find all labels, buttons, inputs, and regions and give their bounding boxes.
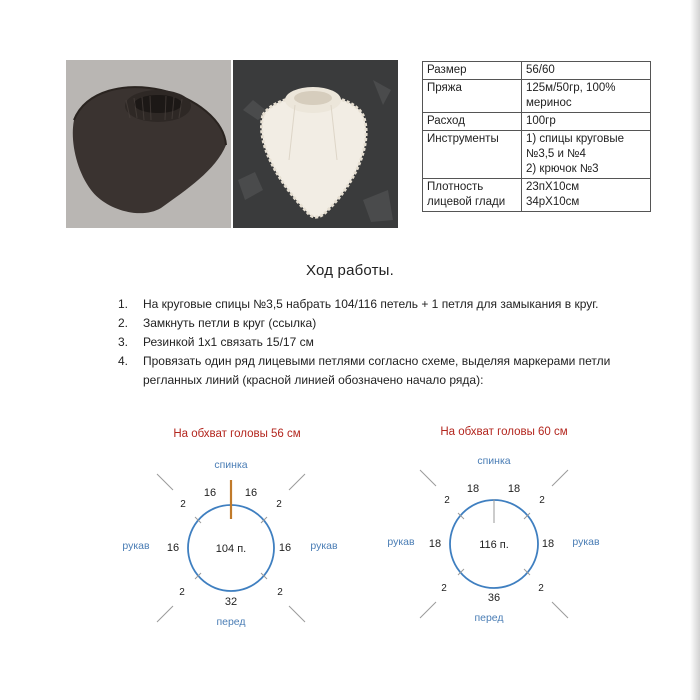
sleeve-left-count: 18 <box>428 538 442 550</box>
spec-key: Инструменты <box>423 131 522 179</box>
spec-key: Расход <box>423 113 522 131</box>
step-text: Замкнуть петли в круг (ссылка) <box>143 316 317 330</box>
raglan-count-bl: 2 <box>179 587 185 598</box>
raglan-count-br: 2 <box>277 587 283 598</box>
raglan-tick-tl <box>420 470 436 486</box>
raglan-tick-tr <box>552 470 568 486</box>
back-label: спинка <box>214 459 248 471</box>
spec-value: 100гр <box>522 113 651 131</box>
diagram-title: На обхват головы 56 см <box>173 428 301 440</box>
front-label: перед <box>216 616 246 628</box>
spec-key: Пряжа <box>423 80 522 113</box>
step-text: Резинкой 1х1 связать 15/17 см <box>143 335 314 349</box>
diagram-56cm <box>100 415 360 650</box>
spec-value: 56/60 <box>522 62 651 80</box>
page-edge-shadow <box>690 0 700 700</box>
table-row <box>423 179 651 212</box>
raglan-tick-tr <box>289 474 305 490</box>
sleeve-left-label: рукав <box>122 540 150 552</box>
diagram-title: На обхват головы 60 см <box>440 426 568 438</box>
sleeve-left-label: рукав <box>387 536 415 548</box>
step-number: 3. <box>118 335 129 349</box>
stitch-total: 104 п. <box>215 543 247 555</box>
table-row <box>423 113 651 131</box>
step-text: Провязать один ряд лицевыми петлями согласно схеме, выделяя маркерами петли <box>143 354 611 368</box>
back-left-count: 16 <box>203 487 217 499</box>
list-item <box>118 295 678 314</box>
raglan-tick-br <box>552 602 568 618</box>
raglan-count-tr: 2 <box>539 495 545 506</box>
spec-value: 23пХ10см 34рХ10см <box>522 179 651 212</box>
list-item <box>118 371 678 390</box>
table-row <box>423 131 651 179</box>
front-count: 36 <box>487 592 501 604</box>
sleeve-right-count: 16 <box>278 542 292 554</box>
sleeve-right-label: рукав <box>572 536 600 548</box>
table-row <box>423 62 651 80</box>
raglan-count-tl: 2 <box>444 495 450 506</box>
spec-key: Плотность лицевой глади <box>423 179 522 212</box>
step-text: регланных линий (красной линией обозначено начало ряда): <box>143 373 484 387</box>
raglan-tick-bl <box>157 606 173 622</box>
raglan-count-bl: 2 <box>441 583 447 594</box>
specs-table <box>422 61 651 212</box>
table-row <box>423 80 651 113</box>
stitch-total: 116 п. <box>479 539 509 551</box>
raglan-tick-tl <box>157 474 173 490</box>
back-left-count: 18 <box>466 483 480 495</box>
front-label: перед <box>474 612 504 624</box>
list-item <box>118 333 678 352</box>
back-right-count: 16 <box>244 487 258 499</box>
sleeve-right-label: рукав <box>310 540 338 552</box>
back-label: спинка <box>477 455 511 467</box>
diagram-60cm <box>364 413 624 648</box>
front-count: 32 <box>224 596 238 608</box>
step-text: На круговые спицы №3,5 набрать 104/116 петель + 1 петля для замыкания в круг. <box>143 297 599 311</box>
step-number: 2. <box>118 316 129 330</box>
raglan-count-tl: 2 <box>180 499 186 510</box>
list-item <box>118 314 678 333</box>
sleeve-right-count: 18 <box>541 538 555 550</box>
light-dickey-photo <box>233 60 398 228</box>
step-number: 4. <box>118 354 129 368</box>
step-number: 1. <box>118 297 129 311</box>
spec-value: 125м/50гр, 100% меринос <box>522 80 651 113</box>
raglan-count-br: 2 <box>538 583 544 594</box>
back-right-count: 18 <box>507 483 521 495</box>
raglan-tick-bl <box>420 602 436 618</box>
spec-key: Размер <box>423 62 522 80</box>
list-item <box>118 352 678 371</box>
instructions-list <box>118 295 678 390</box>
spec-value: 1) спицы круговые №3,5 и №4 2) крючок №3 <box>522 131 651 179</box>
dark-dickey-photo <box>66 60 231 228</box>
raglan-tick-br <box>289 606 305 622</box>
sleeve-left-count: 16 <box>166 542 180 554</box>
section-heading: Ход работы. <box>305 262 395 279</box>
raglan-count-tr: 2 <box>276 499 282 510</box>
